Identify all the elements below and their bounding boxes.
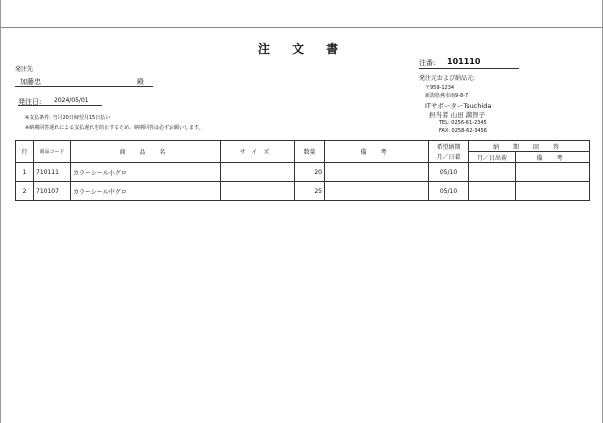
header-product-code: 商品コード bbox=[34, 141, 71, 163]
cell-remarks bbox=[325, 163, 429, 182]
header-desired-date-line2: 月／日着 bbox=[429, 152, 469, 163]
issuer-fax: FAX: 0258-62-3456 bbox=[439, 128, 487, 134]
cell-product-code: 710111 bbox=[34, 163, 71, 182]
cell-size bbox=[221, 182, 295, 201]
cell-response-remarks bbox=[516, 163, 590, 182]
cell-product-code: 710107 bbox=[34, 182, 71, 201]
header-quantity: 数量 bbox=[295, 141, 325, 163]
order-date-field bbox=[18, 96, 102, 106]
cell-row-number: 2 bbox=[16, 182, 34, 201]
cell-row-number: 1 bbox=[16, 163, 34, 182]
cell-quantity: 25 bbox=[295, 182, 325, 201]
payment-terms-note: ※支払条件: 当月20日締翌月15日払い bbox=[25, 115, 111, 121]
issuer-company: ITサポーターTsuchida bbox=[425, 102, 492, 110]
issuer-label: 発注元および納品元: bbox=[419, 75, 476, 82]
header-delivery-response: 納 期 回 答 bbox=[469, 141, 590, 152]
header-product-name: 商 品 名 bbox=[71, 141, 221, 163]
delivery-response-note: ※納期回答遅れによる支払遅れを防止するため、納期回答は必ずお願いします。 bbox=[25, 125, 204, 131]
issuer-contact: 担当者 山田 満智子 bbox=[429, 111, 486, 119]
table-row bbox=[16, 182, 590, 201]
cell-response-date bbox=[469, 182, 516, 201]
cell-product-name: カラーシール小グロ bbox=[71, 163, 221, 182]
items-table bbox=[15, 140, 590, 201]
cell-quantity: 20 bbox=[295, 163, 325, 182]
supplier-honorific: 殿 bbox=[137, 78, 144, 86]
header-desired-date-line1: 希望納期 bbox=[429, 141, 469, 152]
cell-desired-date: 05/10 bbox=[429, 163, 469, 182]
order-number-label: 注番: bbox=[419, 59, 436, 67]
header-size: サイズ bbox=[221, 141, 295, 163]
supplier-field bbox=[15, 76, 153, 87]
issuer-tel: TEL: 0256-61-2345 bbox=[439, 120, 487, 126]
page-title: 注 文 書 bbox=[257, 42, 348, 56]
header-row-number: 行 bbox=[16, 141, 34, 163]
cell-remarks bbox=[325, 182, 429, 201]
page-top-rule bbox=[1, 27, 603, 28]
header-response-date: 月／日出荷 bbox=[469, 152, 516, 163]
table-row bbox=[16, 163, 590, 182]
order-number-value: 101110 bbox=[447, 57, 481, 66]
cell-response-date bbox=[469, 163, 516, 182]
issuer-postal: 〒959-1234 bbox=[425, 85, 455, 91]
order-date-label: 発注日: bbox=[18, 98, 42, 106]
cell-desired-date: 05/10 bbox=[429, 182, 469, 201]
cell-product-name: カラーシール中グロ bbox=[71, 182, 221, 201]
order-date-value: 2024/05/01 bbox=[54, 97, 89, 104]
supplier-label: 発注先 bbox=[15, 66, 34, 73]
supplier-name: 加藤忠 bbox=[20, 78, 41, 86]
header-remarks: 備 考 bbox=[325, 141, 429, 163]
cell-response-remarks bbox=[516, 182, 590, 201]
header-response-remarks: 備 考 bbox=[516, 152, 590, 163]
issuer-address: 新潟県燕市南9-8-7 bbox=[425, 93, 469, 99]
cell-size bbox=[221, 163, 295, 182]
